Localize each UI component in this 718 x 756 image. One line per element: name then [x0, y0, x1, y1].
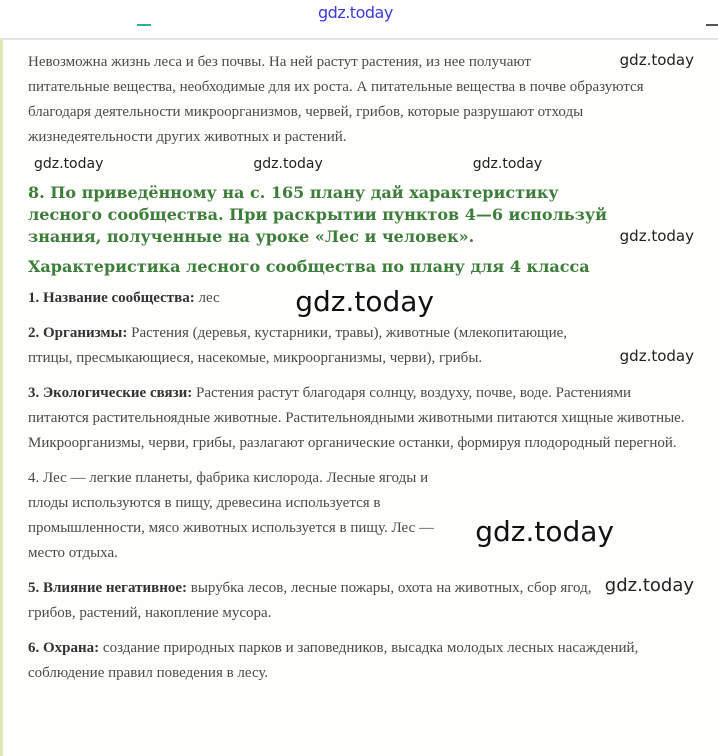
item-2 — [28, 321, 694, 371]
item-5 — [28, 576, 694, 626]
top-bar — [0, 0, 718, 40]
divider — [137, 24, 151, 26]
section-subtitle: Характеристика лесного сообщества по плану для 4 класса — [28, 257, 590, 276]
item-1 — [28, 285, 694, 318]
watermark: gdz.today — [34, 156, 104, 172]
watermark: gdz.today — [604, 575, 694, 596]
item-label: 1. Название сообщества: — [28, 290, 195, 306]
item-label: 5. Влияние негативное: — [28, 580, 188, 596]
divider — [706, 24, 718, 26]
task-text: 8. По приведённому на с. 165 плану дай характеристику лесного сообщества. При раскрытии пунктов 4—6 используй знания, полученные на уроке «Лес и человек». — [28, 183, 607, 246]
watermark: gdz.today — [619, 227, 694, 245]
intro-text: Невозможна жизнь леса и без почвы. На ней растут растения, из нее получают питательные вещества, необходимые для их роста. А питательные вещества в почве образуются благодаря деятельности микроорганизмов, червей, грибов, которые разрушают отходы жизнедеятельности других животных и растений. — [28, 54, 644, 145]
task-heading — [28, 182, 694, 248]
watermark: gdz.today — [475, 515, 614, 548]
item-4 — [28, 466, 694, 566]
watermark: gdz.today — [472, 156, 543, 172]
item-text: Растения (деревья, кустарники, травы), животные (млекопитающие, птицы, пресмыкающиеся, насекомые, микроорганизмы, черви), грибы. — [28, 325, 568, 366]
item-label: 6. Охрана: — [28, 640, 100, 656]
item-text: Растения растут благодаря солнцу, воздуху, почве, воде. Растениями питаются растительноядные животные. Растительноядными животными питаются хищные животные. Микроорганизмы, черви, грибы, разлагают органические останки, формируя плодородный перегной. — [28, 385, 685, 451]
item-text: лес — [194, 290, 220, 306]
item-text: вырубка лесов, лесные пожары, охота на животных, сбор ягод, грибов, растений, накопление мусора. — [28, 580, 592, 621]
item-text: создание природных парков и заповедников, высадка молодых лесных насаждений, соблюдение правил поведения в лесу. — [28, 640, 639, 681]
watermark: gdz.today — [619, 51, 694, 69]
watermark-row — [28, 154, 694, 174]
item-6 — [28, 636, 694, 686]
content-page — [0, 40, 718, 756]
site-logo[interactable]: gdz.today — [318, 3, 393, 22]
item-text: 4. Лес — легкие планеты, фабрика кислорода. Лесные ягоды и плоды используются в пищу, древесина используется в промышленности, мясо животных используется в пищу. Лес — место отдыха. — [28, 470, 434, 561]
watermark: gdz.today — [295, 285, 434, 318]
intro-paragraph — [28, 50, 694, 150]
item-label: 2. Организмы: — [28, 325, 128, 341]
item-label: 3. Экологические связи: — [28, 385, 193, 401]
watermark: gdz.today — [619, 347, 694, 365]
watermark: gdz.today — [253, 156, 323, 172]
item-3 — [28, 381, 694, 456]
